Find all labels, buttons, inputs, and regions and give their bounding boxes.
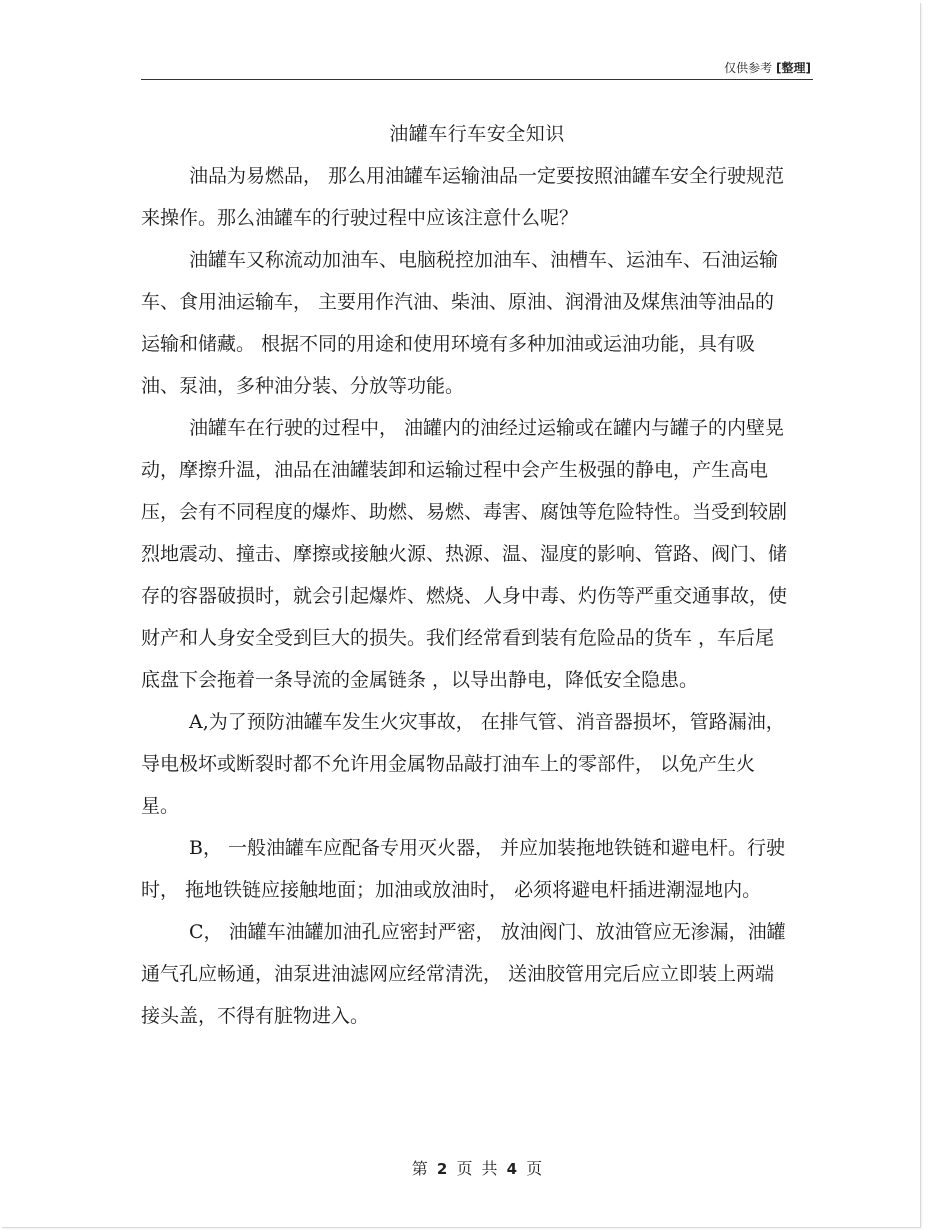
- header-tag: [整理]: [776, 61, 811, 75]
- page-header: [141, 59, 811, 76]
- paragraph-rule-b: B， 一般油罐车应配备专用灭火器， 并应加装拖地铁链和避电杆。行驶时， 拖地铁链应接触地面；加油或放油时， 必须将避电杆插进潮湿地内。: [141, 837, 786, 901]
- document-body: [141, 155, 791, 1037]
- paragraph-definition: 油罐车又称流动加油车、电脑税控加油车、油槽车、运油车、石油运输车、食用油运输车， 主要用作汽油、柴油、原油、润滑油及煤焦油等油品的运输和储藏。 根据不同的用途和使用环境有多种加油或运油功能，具有吸油、泵油，多种油分装、分放等功能。: [141, 249, 779, 397]
- footer-page-word: 页: [456, 1159, 473, 1178]
- footer-total-pages: 4: [506, 1160, 518, 1178]
- paragraph-intro: 油品为易燃品， 那么用油罐车运输油品一定要按照油罐车安全行驶规范来操作。那么油罐车的行驶过程中应该注意什么呢？: [141, 165, 785, 229]
- document-page: [2, 3, 921, 1228]
- document-title: 油罐车行车安全知识: [389, 123, 565, 145]
- footer-prefix: 第: [411, 1159, 428, 1178]
- footer-suffix: 页: [526, 1159, 543, 1178]
- footer-page-number: 2: [436, 1160, 448, 1178]
- paragraph-rule-c: C， 油罐车油罐加油孔应密封严密， 放油阀门、放油管应无渗漏，油罐通气孔应畅通，油泵进油滤网应经常清洗， 送油胶管用完后应立即装上两端接头盖，不得有脏物进入。: [141, 921, 786, 1027]
- page-footer: [141, 1156, 813, 1179]
- footer-total-word: 共: [481, 1159, 498, 1178]
- paragraph-static-electricity: 油罐车在行驶的过程中， 油罐内的油经过运输或在罐内与罐子的内壁晃动，摩擦升温，油品在油罐装卸和运输过程中会产生极强的静电，产生高电压，会有不同程度的爆炸、助燃、易燃、毒害、腐蚀等危险特性。当受到较剧烈地震动、撞击、摩擦或接触火源、热源、温、湿度的影响、管路、阀门、储存的容器破损时，就会引起爆炸、燃烧、人身中毒、灼伤等严重交通事故，使财产和人身安全受到巨大的损失。我们经常看到装有危险品的货车 ，车后尾底盘下会拖着一条导流的金属链条 ，以导出静电，降低安全隐患。: [141, 417, 788, 691]
- paragraph-rule-a: A,为了预防油罐车发生火灾事故， 在排气管、消音器损坏，管路漏油，导电极坏或断裂时都不允许用金属物品敲打油车上的零部件， 以免产生火星。: [141, 711, 785, 817]
- header-rule: [141, 79, 813, 80]
- header-note: 仅供参考: [724, 61, 773, 75]
